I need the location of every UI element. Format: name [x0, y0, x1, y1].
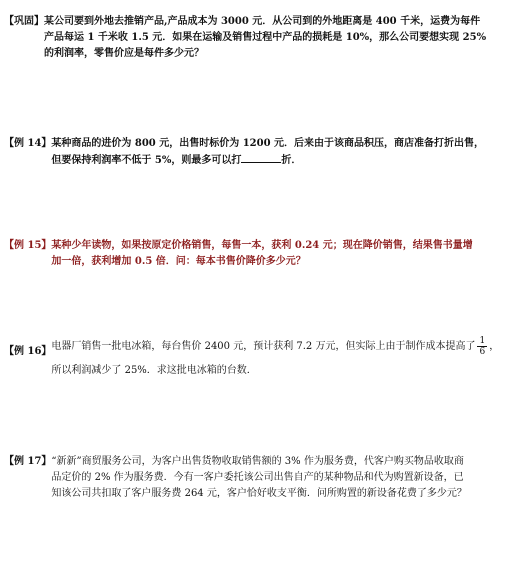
problem-text: 某种少年读物，如果按原定价格销售，每售一本，获利 0.24 元；现在降价销售，结果售书量增 加一倍，获利增加 0.5 倍．问：每本书售价降价多少元？: [51, 240, 473, 267]
answer-blank: [241, 152, 281, 163]
fraction: $\frac{1}{6}$: [479, 336, 486, 357]
problem-tag: 【巩固】: [4, 16, 44, 27]
problem-text: 某公司要到外地去推销产品,产品成本为 3000 元．从公司到的外地距离是 400 千米，运费为每件 产品每运 1 千米收 1.5 元．如果在运输及销售过程中产品的损耗是 10%，那么公司要想实现 25% 的利润率，零售价应是每件多少元？: [44, 16, 487, 59]
problem-text: 电器厂销售一批电冰箱，每台售价 2400 元，预计获利 7.2 万元，但实际上由于制作成本提高了 $\frac{1}{6}$ ， 所以利润减少了 25%．求这批电冰箱的台数．: [51, 336, 500, 376]
problem-tag: 【例 15】: [4, 240, 52, 251]
problem-text: 某种商品的进价为 800 元，出售时标价为 1200 元．后来由于该商品积压，商店准备打折出售， 但要保持利润率不低于 5%，则最多可以打 折．: [51, 138, 485, 166]
problem-text: “新新”商贸服务公司，为客户出售货物收取销售额的 3% 作为服务费，代客户购买物品收取商 品定价的 2% 作为服务费．今有一客户委托该公司出售自产的某种物品和代为购置新设备，已 知该公司共扣取了客户服务费 264 元，客户恰好收支平衡．问所购置的新设备花费了多少元？: [51, 456, 467, 499]
problem-consolidation: [4, 14, 524, 62]
problem-16: [4, 336, 524, 379]
problem-15: [4, 238, 524, 270]
problem-tag: 【例 16】: [4, 346, 52, 357]
problem-tag: 【例 14】: [4, 138, 52, 149]
problem-tag: 【例 17】: [4, 456, 52, 467]
problem-17: [4, 454, 524, 502]
problem-14: [4, 136, 524, 169]
